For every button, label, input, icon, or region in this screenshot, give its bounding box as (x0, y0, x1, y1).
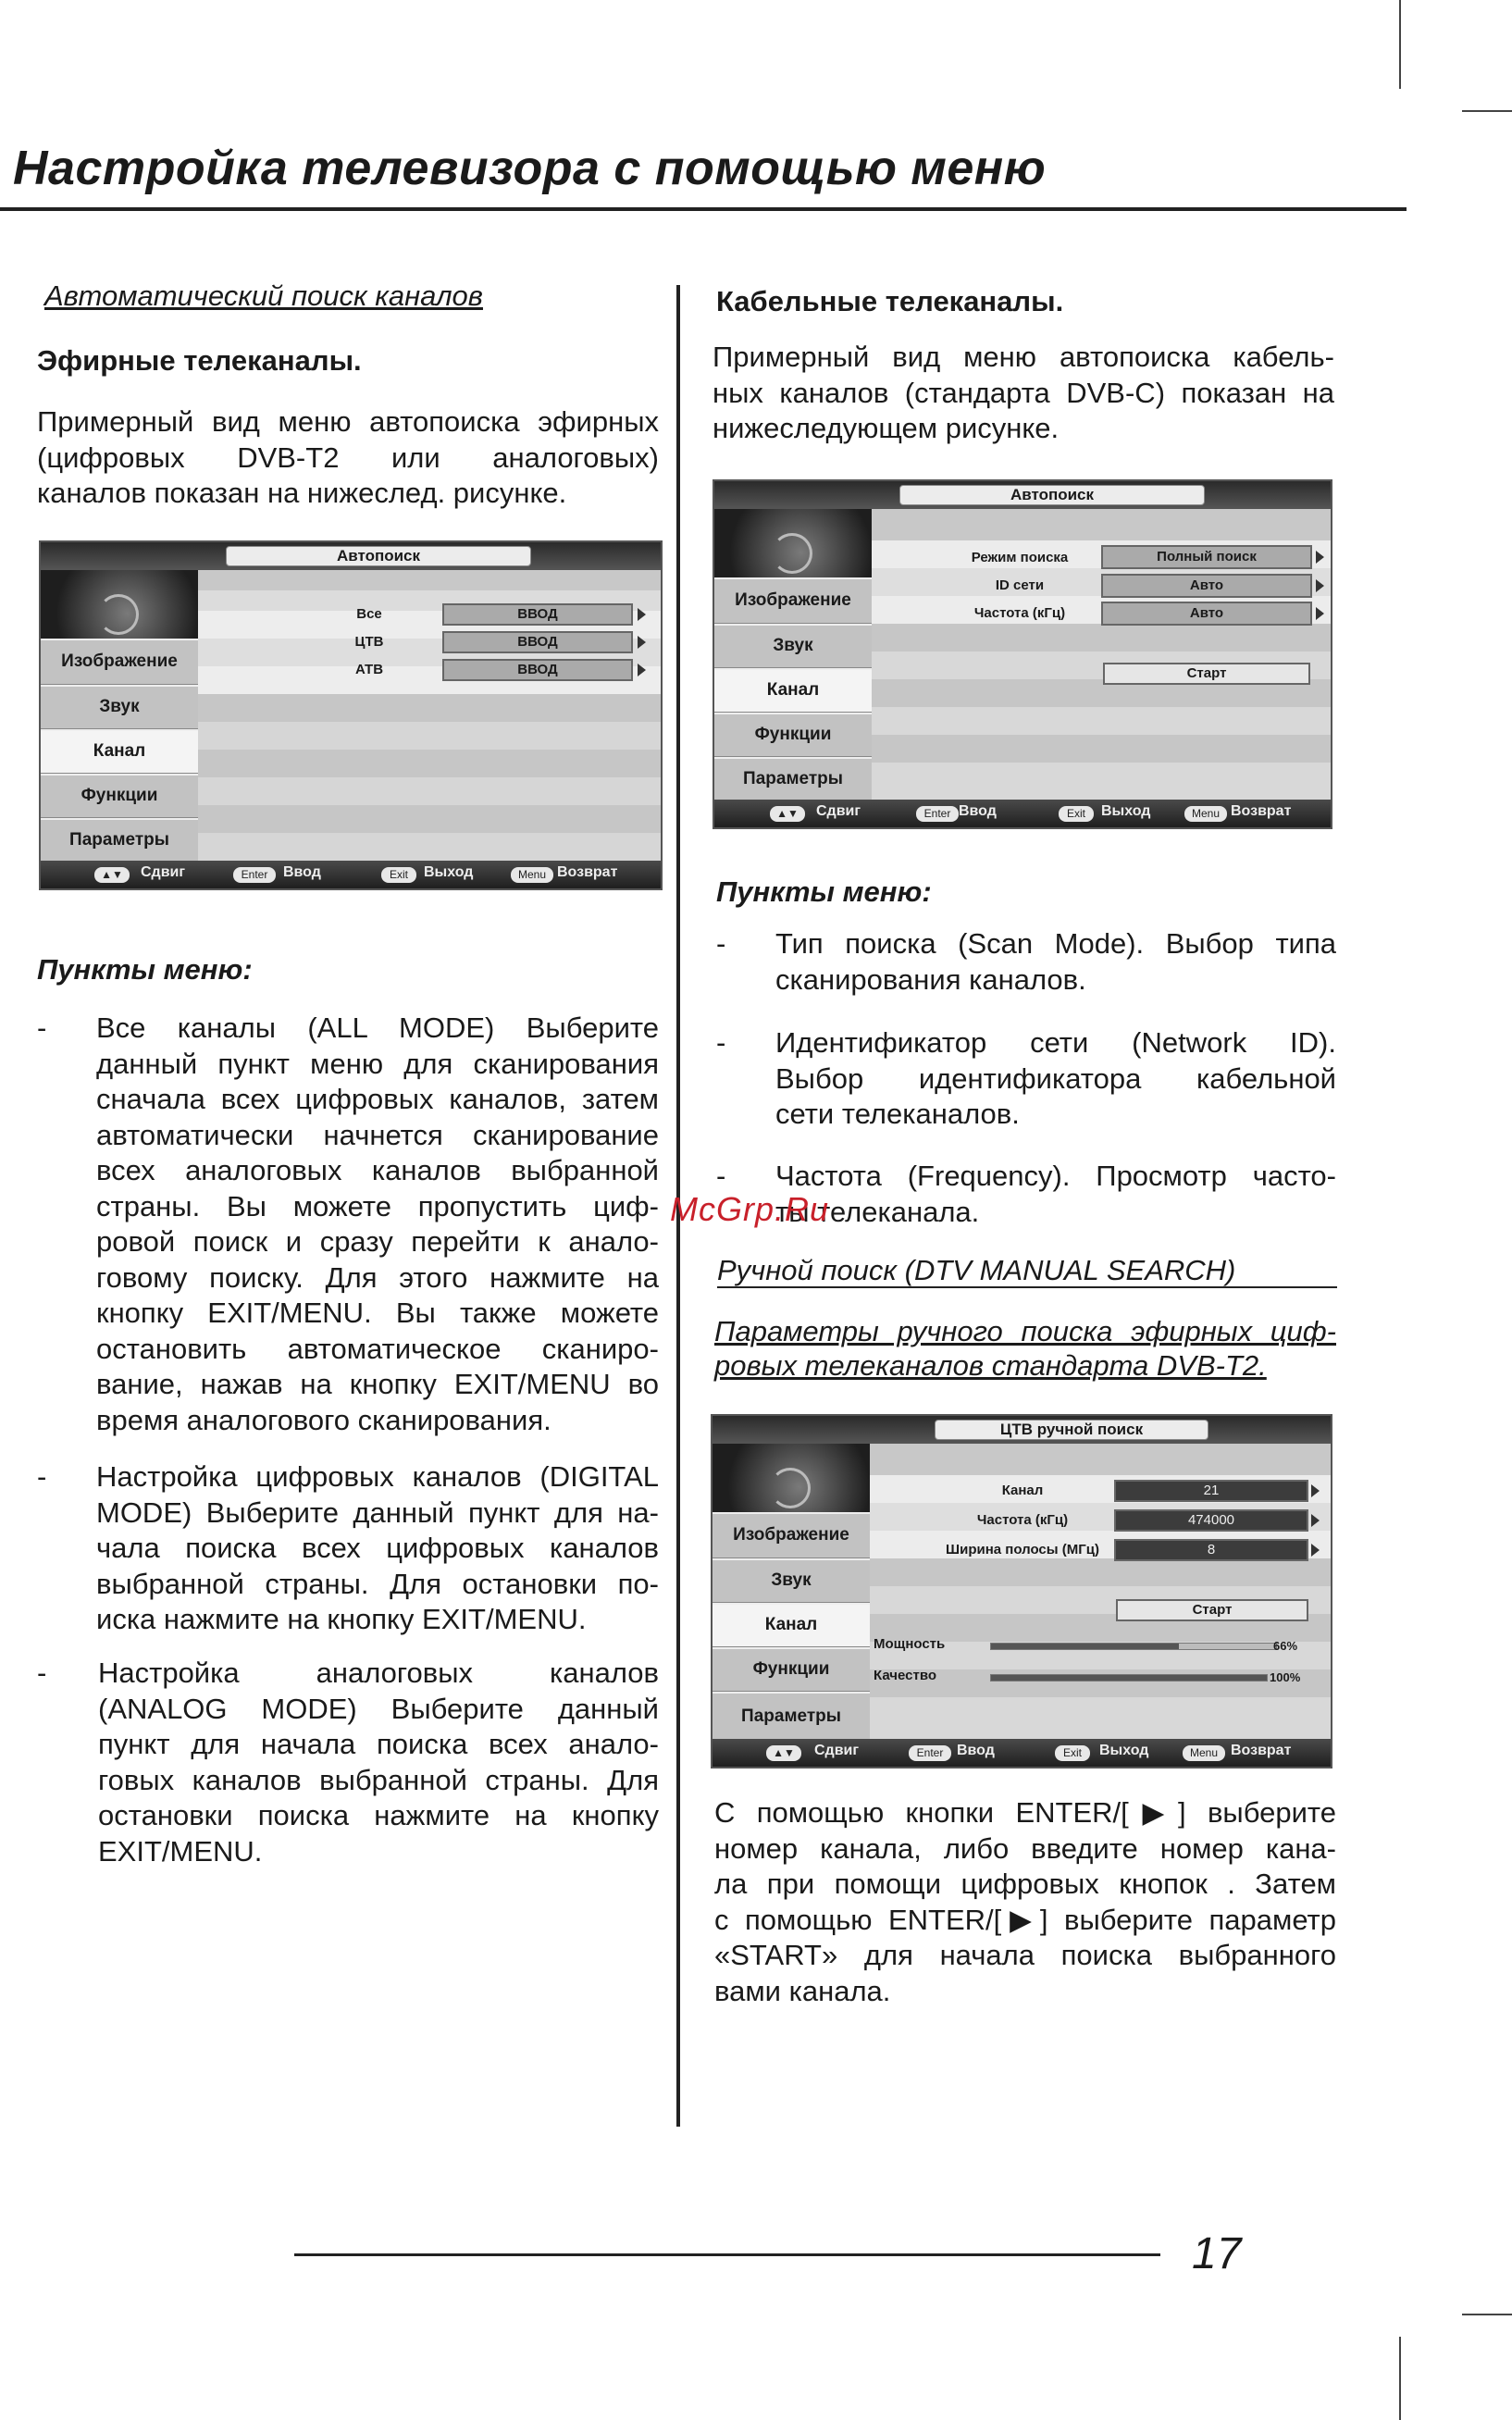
menu-key-icon: Menu (1184, 806, 1227, 822)
tv-sidebar-item-channel[interactable]: Канал (41, 729, 198, 774)
heading-menu-items-right: Пункты меню: (716, 875, 932, 908)
crop-mark (1399, 2337, 1401, 2420)
right-outro: С помощью кнопки ENTER/[▶] выберите номер канала, либо введите номер кана- ла при помощи цифровых кнопок . Затем с помощью ENTER/[▶] выберите параметр «START» для начала поиска выбранного вами канала. (714, 1796, 1336, 2007)
tv-row-label: Частота (кГц) (973, 605, 1066, 621)
exit-key-icon: Exit (1059, 806, 1094, 822)
heading-air-channels: Эфирные телеканалы. (37, 344, 362, 377)
enter-key-icon: Enter (909, 1745, 951, 1761)
tv-row-label: Частота (кГц) (976, 1512, 1069, 1528)
watermark: McGrp.Ru (670, 1190, 830, 1228)
tv-row-value[interactable]: 474000 (1114, 1509, 1308, 1532)
tv-menu-dtv-manual-search (711, 1414, 1332, 1768)
tv-sidebar-item-functions[interactable]: Функции (714, 713, 872, 757)
tv-row-label: АТВ (354, 662, 384, 677)
arrow-right-icon[interactable] (1311, 1544, 1320, 1557)
heading-menu-items-left: Пункты меню: (37, 953, 253, 986)
bullet-analog-mode: - Настройка аналоговых каналов (ANALOG MODE) Выберите данный пункт для начала поиска всех анало- говых каналов выбранной страны. Для остановки поиска нажмите на кнопку EXIT/MENU. (37, 1657, 659, 1868)
bullet-scan-mode: - Тип поиска (Scan Mode). Выбор типа сканирования каналов. (716, 927, 1336, 996)
tv-sidebar-item-channel[interactable]: Канал (713, 1603, 870, 1647)
arrow-right-icon[interactable] (638, 608, 646, 621)
tv-meter-value: 100% (1270, 1670, 1301, 1684)
bullet-frequency: - Частота (Frequency). Просмотр часто- ты телеканала. (716, 1160, 1336, 1228)
exit-key-icon: Exit (1055, 1745, 1090, 1761)
tv-start-button[interactable]: Старт (1103, 663, 1310, 685)
enter-key-icon: Enter (916, 806, 959, 822)
tv-row-label: ID сети (995, 577, 1045, 593)
tv-row-label: Канал (1001, 1483, 1044, 1498)
crop-mark (1399, 0, 1401, 89)
tv-sidebar-item-sound[interactable]: Звук (41, 685, 198, 729)
arrow-right-icon[interactable] (638, 636, 646, 649)
footer-rule (294, 2253, 1160, 2256)
tv-meter-label: Мощность (874, 1636, 946, 1652)
tv-row-value[interactable]: 21 (1114, 1480, 1308, 1502)
crop-mark (1462, 110, 1512, 112)
updown-key-icon: ▲▼ (770, 806, 805, 822)
tv-sidebar-item-parameters[interactable]: Параметры (41, 818, 198, 863)
tv-sidebar-item-image[interactable]: Изображение (41, 639, 198, 685)
arrow-right-icon[interactable] (1316, 579, 1324, 592)
tv-row-value[interactable]: 8 (1114, 1539, 1308, 1561)
menu-key-icon: Menu (1183, 1745, 1225, 1761)
tv-menu-title: Автопоиск (226, 546, 531, 566)
manual-search-subtitle: Параметры ручного поиска эфирных циф- ровых телеканалов стандарта DVB-T2. (714, 1315, 1336, 1382)
tv-row-value[interactable]: Авто (1101, 602, 1312, 626)
tv-row-label: Все (356, 606, 382, 622)
tv-key-bar: ▲▼ Сдвиг Enter Ввод Exit Выход Menu Возврат (714, 800, 1331, 827)
tv-sidebar-item-image[interactable]: Изображение (713, 1512, 870, 1558)
arrow-right-icon[interactable] (638, 664, 646, 676)
tv-meter-value: 66% (1273, 1639, 1298, 1653)
tv-row-label: Ширина полосы (МГц) (946, 1542, 1099, 1557)
tv-row-value[interactable]: Авто (1101, 574, 1312, 598)
crop-mark (1462, 2314, 1512, 2315)
bullet-all-mode: - Все каналы (ALL MODE) Выберите данный пункт меню для сканирования сначала всех цифровых каналов, затем автоматически начнется сканирование всех аналоговых каналов выбранной страны. Вы можете пропустить циф- ровой поиск и сразу перейти к анало- говому поиску. Для этого нажмите на кнопку EXIT/MENU. Вы также можете остановить автоматическое сканиро- вание, нажав на кнопку EXIT/MENU во время аналогового сканирования. (37, 1011, 659, 1436)
title-rule (0, 207, 1407, 211)
tv-key-bar: ▲▼ Сдвиг Enter Ввод Exit Выход Menu Возврат (41, 861, 661, 888)
signal-quality-bar (990, 1674, 1268, 1682)
right-intro: Примерный вид меню автопоиска кабель- ных каналов (стандарта DVB-C) показан на нижеследующем рисунке. (713, 341, 1334, 444)
tv-sidebar-item-parameters[interactable]: Параметры (713, 1692, 870, 1741)
tv-sidebar-item-parameters[interactable]: Параметры (714, 757, 872, 801)
enter-key-icon: Enter (233, 867, 276, 883)
tv-sidebar-item-sound[interactable]: Звук (713, 1558, 870, 1603)
bullet-network-id: - Идентификатор сети (Network ID). Выбор идентификатора кабельной сети телеканалов. (716, 1026, 1336, 1130)
tv-meter-label: Качество (874, 1668, 937, 1683)
tv-sidebar-item-functions[interactable]: Функции (713, 1647, 870, 1692)
heading-cable-channels: Кабельные телеканалы. (716, 285, 1064, 317)
tv-sidebar-item-functions[interactable]: Функции (41, 774, 198, 818)
tv-row-value[interactable]: ВВОД (442, 603, 633, 626)
section-link-auto-search[interactable]: Автоматический поиск каналов (44, 279, 483, 312)
exit-key-icon: Exit (381, 867, 416, 883)
page-title: Настройка телевизора с помощью меню (13, 142, 1047, 195)
tv-sidebar-item-sound[interactable]: Звук (714, 624, 872, 668)
tv-sidebar-item-image[interactable]: Изображение (714, 577, 872, 624)
arrow-right-icon[interactable] (1311, 1484, 1320, 1497)
tv-sidebar-item-channel[interactable]: Канал (714, 668, 872, 713)
tv-row-label: Режим поиска (971, 550, 1069, 565)
menu-key-icon: Menu (511, 867, 553, 883)
updown-key-icon: ▲▼ (766, 1745, 801, 1761)
bullet-digital-mode: - Настройка цифровых каналов (DIGITAL MODE) Выберите данный пункт для на- чала поиска всех цифровых каналов выбранной страны. Для остановки по- иска нажмите на кнопку EXIT/MENU. (37, 1460, 659, 1635)
tv-start-button[interactable]: Старт (1116, 1599, 1308, 1621)
tv-menu-auto-search-air (39, 540, 663, 890)
left-intro: Примерный вид меню автопоиска эфирных (цифровых DVB-T2 или аналоговых) каналов показан на нижеслед. рисунке. (37, 405, 659, 509)
signal-strength-bar (990, 1643, 1277, 1650)
tv-row-value[interactable]: ВВОД (442, 631, 633, 653)
arrow-right-icon[interactable] (1316, 607, 1324, 620)
page-number: 17 (1192, 2229, 1242, 2278)
tv-menu-auto-search-cable (713, 479, 1332, 829)
arrow-right-icon[interactable] (1316, 551, 1324, 564)
section-link-manual-search[interactable]: Ручной поиск (DTV MANUAL SEARCH) (717, 1255, 1337, 1288)
tv-row-value[interactable]: Полный поиск (1101, 545, 1312, 569)
tv-row-label: ЦТВ (354, 634, 384, 650)
arrow-right-icon[interactable] (1311, 1514, 1320, 1527)
tv-row-value[interactable]: ВВОД (442, 659, 633, 681)
tv-key-bar: ▲▼ Сдвиг Enter Ввод Exit Выход Menu Возврат (713, 1739, 1331, 1767)
tv-menu-title: ЦТВ ручной поиск (935, 1420, 1208, 1440)
updown-key-icon: ▲▼ (94, 867, 130, 883)
tv-menu-title: Автопоиск (899, 485, 1205, 505)
